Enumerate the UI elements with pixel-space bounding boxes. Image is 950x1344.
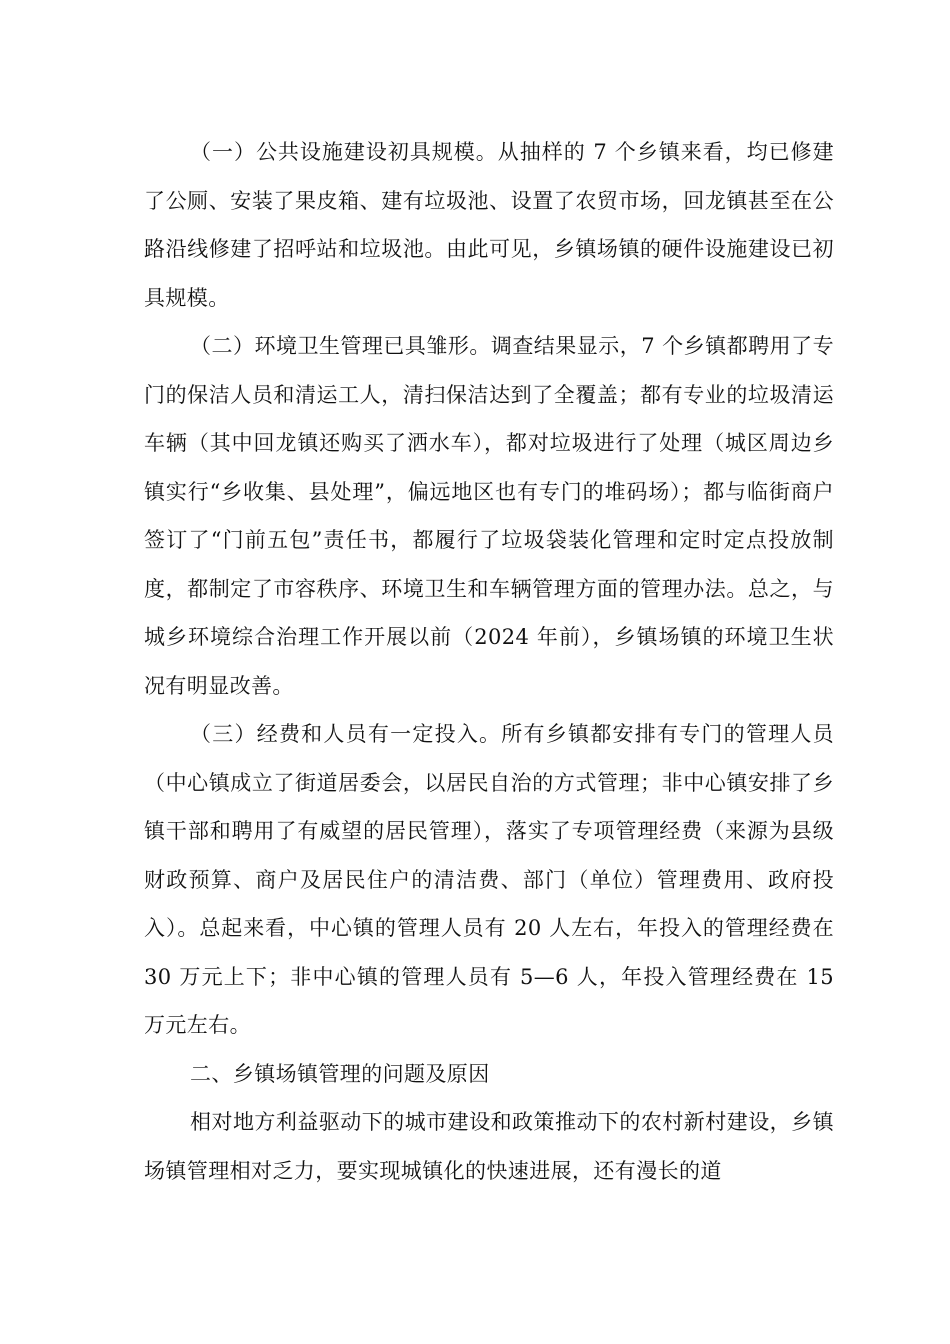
paragraph-public-facilities: （一）公共设施建设初具规模。从抽样的 7 个乡镇来看，均已修建了公厕、安装了果皮箱、建有垃圾池、设置了农贸市场，回龙镇甚至在公路沿线修建了招呼站和垃圾池。由此可见，乡镇场镇的硬件设施建设已初具规模。	[144, 140, 834, 310]
section-heading: 二、乡镇场镇管理的问题及原因	[190, 1061, 490, 1086]
paragraph-funding-and-staff: （三）经费和人员有一定投入。所有乡镇都安排有专门的管理人员（中心镇成立了街道居委会，以居民自治的方式管理；非中心镇安排了乡镇干部和聘用了有威望的居民管理），落实了专项管理经费（来源为县级财政预算、商户及居民住户的清洁费、部门（单位）管理费用、政府投入）。总起来看，中心镇的管理人员有 20 人左右，年投入的管理经费在 30 万元上下；非中心镇的管理人员有 5—6 人，年投入管理经费在 15 万元左右。	[144, 722, 834, 1037]
paragraph-management-problems: 相对地方利益驱动下的城市建设和政策推动下的农村新村建设，乡镇场镇管理相对乏力，要实现城镇化的快速进展，还有漫长的道	[144, 1110, 834, 1183]
document-body	[144, 128, 834, 1195]
paragraph-environmental-sanitation: （二）环境卫生管理已具雏形。调查结果显示，7 个乡镇都聘用了专门的保洁人员和清运工人，清扫保洁达到了全覆盖；都有专业的垃圾清运车辆（其中回龙镇还购买了洒水车），都对垃圾进行了处理（城区周边乡镇实行“乡收集、县处理”，偏远地区也有专门的堆码场）；都与临街商户签订了“门前五包”责任书，都履行了垃圾袋装化管理和定时定点投放制度，都制定了市容秩序、环境卫生和车辆管理方面的管理办法。总之，与城乡环境综合治理工作开展以前（2024 年前），乡镇场镇的环境卫生状况有明显改善。	[144, 334, 834, 698]
